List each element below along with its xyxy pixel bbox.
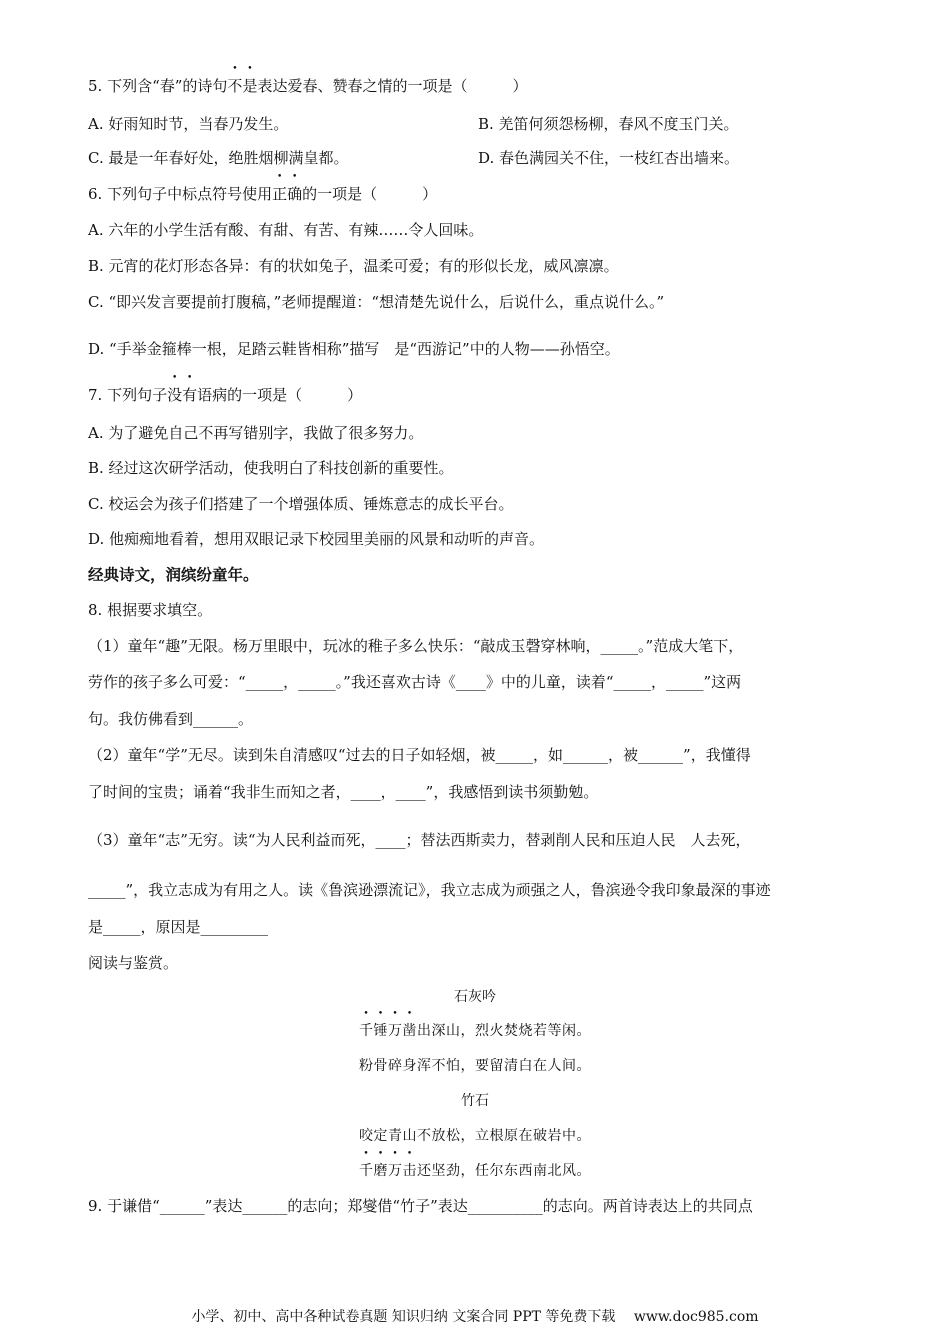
- q8-part3-line2: _____”，我立志成为有用之人。读《鲁滨逊漂流记》，我立志成为顽强之人，鲁滨逊令我印象最深的事迹: [88, 881, 771, 899]
- q7-stem: 7. 下列句子没有语病的一项是（ ）: [88, 386, 363, 404]
- q7-option-c: C. 校运会为孩子们搭建了一个增强体质、锤炼意志的成长平台。: [88, 495, 514, 513]
- poem2-title: 竹石: [461, 1093, 489, 1109]
- q5-stem: 5. 下列含“春”的诗句不是表达爱春、赞春之情的一项是（ ）: [88, 77, 528, 95]
- q9-stem: 9. 于谦借“______”表达______的志向；郑燮借“竹子”表达__________的志向。两首诗表达上的共同点: [88, 1197, 753, 1215]
- q8-part3-line3: 是_____，原因是_________: [88, 918, 269, 936]
- q7-option-b: B. 经过这次研学活动，使我明白了科技创新的重要性。: [88, 459, 454, 477]
- q7-option-d: D. 他痴痴地看着，想用双眼记录下校园里美丽的风景和动听的声音。: [88, 530, 545, 548]
- poem1-line2: 粉骨碎身浑不怕，要留清白在人间。: [359, 1058, 591, 1074]
- q6-option-b: B. 元宵的花灯形态各异：有的状如兔子，温柔可爱；有的形似长龙，威风凛凛。: [88, 257, 619, 275]
- q8-part3-line1: （3）童年“志”无穷。读“为人民利益而死，____；替法西斯卖力，替剥削人民和压迫人民 人去死，: [88, 831, 751, 849]
- q8-part1-line1: （1）童年“趣”无限。杨万里眼中，玩冰的稚子多么快乐：“敲成玉磬穿林响，_____。”范成大笔下，: [88, 637, 744, 655]
- q6-stem: 6. 下列句子中标点符号使用正确的一项是（ ）: [88, 185, 438, 203]
- q7-option-a: A. 为了避免自己不再写错别字，我做了很多努力。: [88, 424, 424, 442]
- q8-part2-line1: （2）童年“学”无尽。读到朱自清感叹“过去的日子如轻烟，被_____，如______，被______”，我懂得: [88, 746, 751, 764]
- q5-option-b: B. 羌笛何须怨杨柳，春风不度玉门关。: [478, 115, 739, 133]
- q5-option-a: A. 好雨知时节，当春乃发生。: [88, 115, 289, 133]
- poem1-line1: 千锤万凿出深山，烈火焚烧若等闲。: [359, 1023, 591, 1039]
- q8-part1-line2: 劳作的孩子多么可爱：“_____，_____。”我还喜欢古诗《____》中的儿童，读着“_____，_____”这两: [88, 673, 742, 691]
- q8-title: 8. 根据要求填空。: [88, 601, 213, 619]
- q8-part2-line2: 了时间的宝贵；诵着“我非生而知之者，____，____”，我感悟到读书须勤勉。: [88, 783, 599, 801]
- reading-label: 阅读与鉴赏。: [88, 954, 179, 972]
- poem1-title: 石灰吟: [454, 989, 496, 1005]
- q6-option-c: C. “即兴发言要提前打腹稿，”老师提醒道：“想清楚先说什么，后说什么，重点说什么。”: [88, 293, 665, 311]
- poem2-line1: 咬定青山不放松，立根原在破岩中。: [359, 1128, 591, 1144]
- q5-option-c: C. 最是一年春好处，绝胜烟柳满皇都。: [88, 149, 349, 167]
- poem2-line2: 千磨万击还坚劲，任尔东西南北风。: [359, 1163, 591, 1179]
- q6-option-a: A. 六年的小学生活有酸、有甜、有苦、有辣……令人回味。: [88, 221, 484, 239]
- q6-option-d: D. “手举金箍棒一根，足踏云鞋皆相称”描写 是“西游记”中的人物——孙悟空。: [88, 340, 620, 358]
- section-heading: 经典诗文，润缤纷童年。: [88, 566, 259, 584]
- q8-part1-line3: 句。我仿佛看到______。: [88, 710, 254, 728]
- q5-option-d: D. 春色满园关不住，一枝红杏出墙来。: [478, 149, 740, 167]
- footer-banner: 小学、初中、高中各种试卷真题 知识归纳 文案合同 PPT 等免费下载 www.doc985.com: [191, 1309, 759, 1325]
